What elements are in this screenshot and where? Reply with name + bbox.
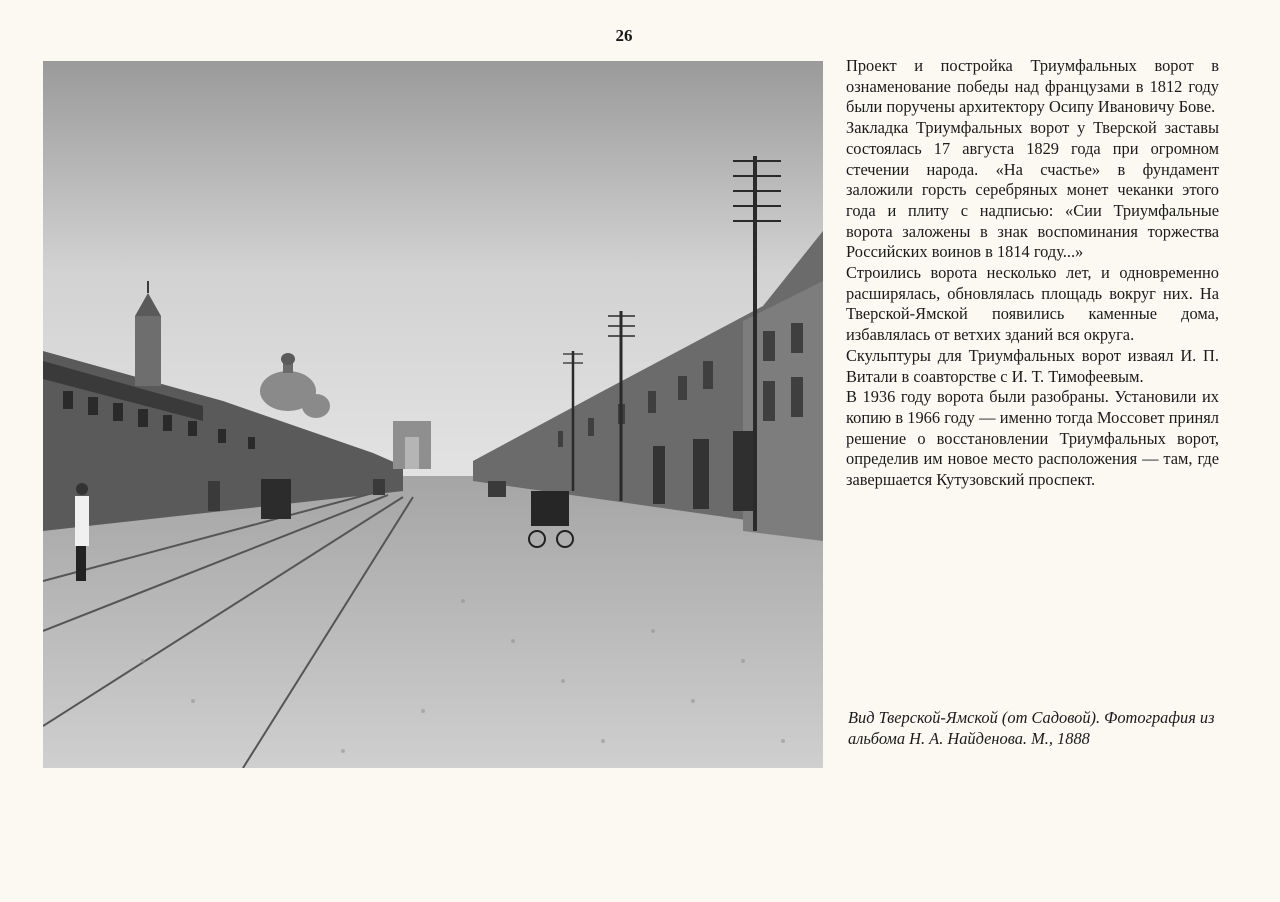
photo-caption: Вид Тверской-Ямской (от Садовой). Фотография из альбома Н. А. Найденова. М., 1888 <box>848 708 1215 748</box>
paragraph: Проект и постройка Триумфальных ворот в ознаменование победы над французами в 1812 году были поручены архитектору Осипу Ивановичу Бове. <box>846 56 1219 117</box>
paragraph: Закладка Триумфальных ворот у Тверской заставы состоялась 17 августа 1829 года при огромном стечении народа. «На счастье» в фундамент заложили горсть серебряных монет чеканки этого года и плиту с надписью: «Сии Триумфальные ворота заложены в знак воспоминания торжества Российских воинов в 1814 году...» <box>846 118 1219 262</box>
page-number: 26 <box>615 26 633 45</box>
paragraph: Строились ворота несколько лет, и одновременно расширялась, обновлялась площадь вокруг них. На Тверской-Ямской появились каменные дома, избавлялась от ветхих зданий вся округа. <box>846 263 1219 345</box>
paragraph: Скульптуры для Триумфальных ворот изваял И. П. Витали в соавторстве с И. Т. Тимофеевым. <box>846 345 1219 386</box>
street-photograph <box>43 61 823 768</box>
article-text <box>846 56 1219 491</box>
paragraph: В 1936 году ворота были разобраны. Установили их копию в 1966 году — именно тогда Моссовет принял решение о восстановлении Триумфальных ворот, определив им новое место расположения — там, где завершается Кутузовский проспект. <box>846 387 1219 490</box>
photo-illustration <box>43 61 823 768</box>
